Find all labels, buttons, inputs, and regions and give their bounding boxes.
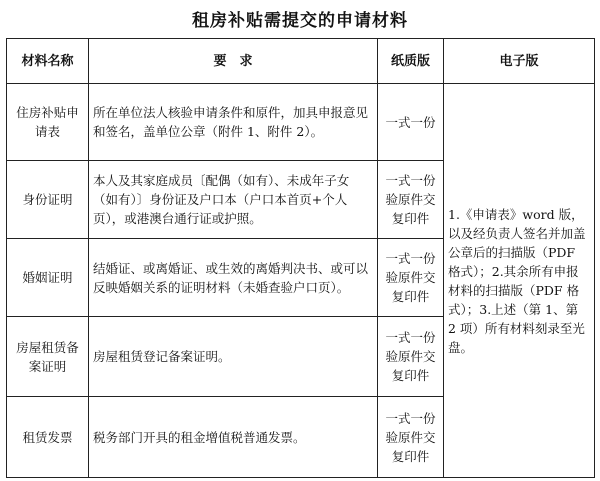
- header-material-name: 材料名称: [7, 39, 89, 84]
- material-name: 租赁发票: [7, 397, 89, 478]
- material-requirement: 本人及其家庭成员〔配偶（如有）、未成年子女（如有）〕身份证及户口本（户口本首页+个人页），或港澳台通行证或护照。: [89, 161, 378, 239]
- materials-table: [6, 38, 595, 478]
- paper-requirement: 一式一份验原件交复印件: [378, 239, 444, 317]
- paper-requirement: 一式一份验原件交复印件: [378, 161, 444, 239]
- page-title: 租房补贴需提交的申请材料: [192, 11, 408, 31]
- material-name: 身份证明: [7, 161, 89, 239]
- material-requirement: 结婚证、或离婚证、或生效的离婚判决书、或可以反映婚姻关系的证明材料（未婚查验户口页）。: [89, 239, 378, 317]
- paper-requirement: 一式一份验原件交复印件: [378, 317, 444, 397]
- table-header-row: [7, 39, 595, 84]
- material-name: 住房补贴申请表: [7, 84, 89, 161]
- material-name: 房屋租赁备案证明: [7, 317, 89, 397]
- material-requirement: 所在单位法人核验申请条件和原件，加具申报意见和签名，盖单位公章（附件 1、附件 2）。: [89, 84, 378, 161]
- header-requirement: 要 求: [89, 39, 378, 84]
- material-name: 婚姻证明: [7, 239, 89, 317]
- paper-requirement: 一式一份: [378, 84, 444, 161]
- header-paper: 纸质版: [378, 39, 444, 84]
- paper-requirement: 一式一份验原件交复印件: [378, 397, 444, 478]
- material-requirement: 税务部门开具的租金增值税普通发票。: [89, 397, 378, 478]
- table-row: [7, 84, 595, 161]
- header-electronic: 电子版: [444, 39, 595, 84]
- material-requirement: 房屋租赁登记备案证明。: [89, 317, 378, 397]
- electronic-requirement: 1.《申请表》word 版，以及经负责人签名并加盖公章后的扫描版（PDF 格式）；2.其余所有申报材料的扫描版（PDF 格式）；3.上述（第 1、第 2 项）所有材料刻录至光盘。: [444, 84, 595, 478]
